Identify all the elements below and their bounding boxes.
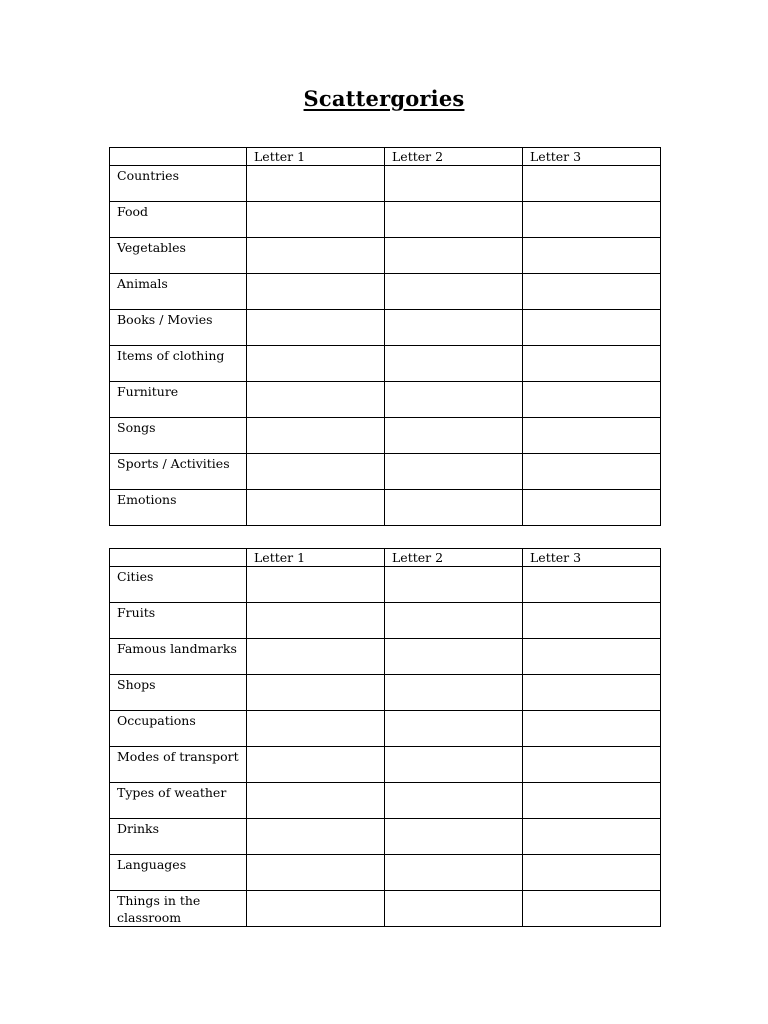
table-row [110,675,661,711]
table-row [110,382,661,418]
answer-cell[interactable] [523,202,661,238]
category-label: Shops [110,675,247,711]
table-row [110,238,661,274]
answer-cell[interactable] [385,783,523,819]
answer-cell[interactable] [523,675,661,711]
table-header-row [110,549,661,567]
header-letter-cell: Letter 1 [247,549,385,567]
category-label: Drinks [110,819,247,855]
table-row [110,747,661,783]
answer-cell[interactable] [523,819,661,855]
category-label: Modes of transport [110,747,247,783]
category-label: Food [110,202,247,238]
table-row [110,891,661,927]
answer-cell[interactable] [247,202,385,238]
category-label: Songs [110,418,247,454]
answer-cell[interactable] [385,310,523,346]
table-row [110,855,661,891]
scattergories-table-1 [109,147,661,526]
header-corner-cell [110,148,247,166]
answer-cell[interactable] [247,346,385,382]
answer-cell[interactable] [247,639,385,675]
answer-cell[interactable] [523,711,661,747]
answer-cell[interactable] [523,166,661,202]
answer-cell[interactable] [523,855,661,891]
category-label: Animals [110,274,247,310]
category-label: Things in the classroom [110,891,247,927]
header-letter-cell: Letter 1 [247,148,385,166]
answer-cell[interactable] [523,747,661,783]
answer-cell[interactable] [247,274,385,310]
table-row [110,346,661,382]
answer-cell[interactable] [523,346,661,382]
answer-cell[interactable] [385,639,523,675]
answer-cell[interactable] [385,711,523,747]
category-label: Furniture [110,382,247,418]
header-letter-cell: Letter 2 [385,148,523,166]
answer-cell[interactable] [385,382,523,418]
answer-cell[interactable] [385,418,523,454]
answer-cell[interactable] [523,310,661,346]
category-label: Items of clothing [110,346,247,382]
answer-cell[interactable] [385,166,523,202]
answer-cell[interactable] [385,238,523,274]
answer-cell[interactable] [247,747,385,783]
answer-cell[interactable] [247,819,385,855]
answer-cell[interactable] [247,454,385,490]
answer-cell[interactable] [385,675,523,711]
answer-cell[interactable] [523,639,661,675]
category-label: Occupations [110,711,247,747]
answer-cell[interactable] [523,382,661,418]
answer-cell[interactable] [247,891,385,927]
category-label: Famous landmarks [110,639,247,675]
category-label: Emotions [110,490,247,526]
category-label: Types of weather [110,783,247,819]
answer-cell[interactable] [385,855,523,891]
answer-cell[interactable] [523,891,661,927]
page-title: Scattergories [303,86,465,111]
answer-cell[interactable] [523,783,661,819]
answer-cell[interactable] [385,274,523,310]
answer-cell[interactable] [523,418,661,454]
answer-cell[interactable] [385,202,523,238]
answer-cell[interactable] [385,454,523,490]
table-row [110,711,661,747]
answer-cell[interactable] [247,783,385,819]
answer-cell[interactable] [247,567,385,603]
answer-cell[interactable] [385,819,523,855]
answer-cell[interactable] [385,891,523,927]
header-corner-cell [110,549,247,567]
table-row [110,454,661,490]
category-label: Sports / Activities [110,454,247,490]
category-label: Fruits [110,603,247,639]
answer-cell[interactable] [247,310,385,346]
answer-cell[interactable] [247,855,385,891]
answer-cell[interactable] [247,603,385,639]
table-row [110,490,661,526]
answer-cell[interactable] [523,490,661,526]
answer-cell[interactable] [385,490,523,526]
answer-cell[interactable] [247,166,385,202]
table-row [110,567,661,603]
header-letter-cell: Letter 2 [385,549,523,567]
answer-cell[interactable] [247,711,385,747]
answer-cell[interactable] [523,454,661,490]
answer-cell[interactable] [385,603,523,639]
answer-cell[interactable] [247,490,385,526]
category-label: Vegetables [110,238,247,274]
table-row [110,274,661,310]
answer-cell[interactable] [247,238,385,274]
header-letter-cell: Letter 3 [523,148,661,166]
answer-cell[interactable] [247,675,385,711]
category-label: Countries [110,166,247,202]
table-row [110,166,661,202]
category-label: Cities [110,567,247,603]
table-row [110,783,661,819]
answer-cell[interactable] [385,346,523,382]
table-row [110,202,661,238]
category-label: Books / Movies [110,310,247,346]
answer-cell[interactable] [523,274,661,310]
header-letter-cell: Letter 3 [523,549,661,567]
answer-cell[interactable] [385,567,523,603]
answer-cell[interactable] [247,382,385,418]
table-header-row [110,148,661,166]
answer-cell[interactable] [247,418,385,454]
answer-cell[interactable] [523,238,661,274]
answer-cell[interactable] [385,747,523,783]
table-row [110,819,661,855]
table-row [110,418,661,454]
answer-cell[interactable] [523,567,661,603]
table-row [110,639,661,675]
table-row [110,603,661,639]
category-label: Languages [110,855,247,891]
answer-cell[interactable] [523,603,661,639]
table-row [110,310,661,346]
scattergories-table-2 [109,548,661,927]
